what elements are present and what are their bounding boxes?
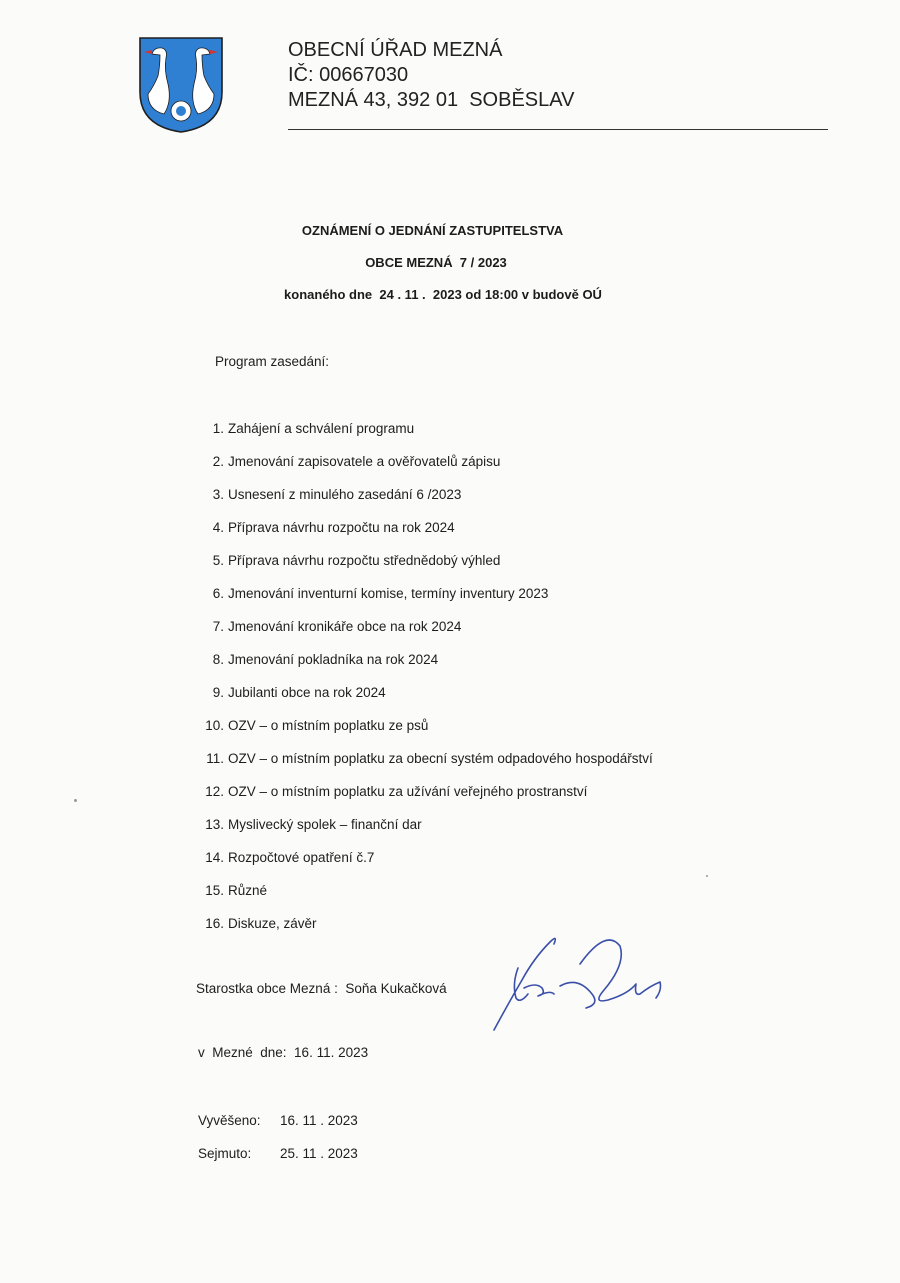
agenda-item-number: 5. (212, 553, 224, 568)
agenda-item-text: Různé (228, 883, 268, 898)
meeting-details: konaného dne 24 . 11 . 2023 od 18:00 v budově OÚ (284, 287, 602, 302)
agenda-item-number: 11. (206, 751, 224, 766)
agenda-item-text: Jubilanti obce na rok 2024 (228, 685, 386, 700)
agenda-item-text: Rozpočtové opatření č.7 (228, 850, 375, 865)
agenda-item-number: 6. (212, 586, 224, 601)
agenda-item (196, 683, 653, 716)
agenda-item (196, 815, 653, 848)
agenda-list (196, 419, 653, 947)
company-id: IČ: 00667030 (288, 64, 409, 86)
agenda-item-number: 7. (212, 619, 224, 634)
agenda-item-number: 3. (212, 487, 224, 502)
agenda-item-text: Usnesení z minulého zasedání 6 /2023 (228, 487, 462, 502)
agenda-item-text: Jmenování kronikáře obce na rok 2024 (228, 619, 462, 634)
agenda-item (196, 716, 653, 749)
notice-title: OZNÁMENÍ O JEDNÁNÍ ZASTUPITELSTVA (301, 223, 564, 238)
agenda-item (196, 617, 653, 650)
scan-speck (74, 799, 77, 802)
agenda-item-number: 8. (212, 652, 224, 667)
handwritten-signature (488, 924, 668, 1036)
agenda-item-text: Diskuze, závěr (228, 916, 317, 931)
agenda-item (196, 551, 653, 584)
agenda-item-number: 9. (212, 685, 224, 700)
posting-record (198, 1111, 358, 1177)
removed-date: 25. 11 . 2023 (280, 1146, 358, 1161)
agenda-item-text: Jmenování inventurní komise, termíny inventury 2023 (228, 586, 549, 601)
posted-row (198, 1111, 358, 1144)
posted-date: 16. 11 . 2023 (280, 1113, 358, 1128)
agenda-item (196, 650, 653, 683)
office-address: MEZNÁ 43, 392 01 SOBĚSLAV (288, 89, 575, 111)
agenda-item-number: 2. (212, 454, 224, 469)
agenda-item-text: OZV – o místním poplatku za obecní systém odpadového hospodářství (228, 751, 653, 766)
posted-label: Vyvěšeno: (198, 1113, 261, 1128)
notice-heading (0, 221, 900, 317)
agenda-item (196, 584, 653, 617)
office-name: OBECNÍ ÚŘAD MEZNÁ (288, 39, 503, 61)
agenda-item (196, 749, 653, 782)
agenda-item-text: Jmenování pokladníka na rok 2024 (228, 652, 439, 667)
agenda-item-text: Zahájení a schválení programu (228, 421, 415, 436)
place-and-date: v Mezné dne: 16. 11. 2023 (198, 1045, 369, 1060)
coat-of-arms-icon (138, 36, 224, 134)
agenda-item-number: 13. (205, 817, 224, 832)
agenda-item-number: 14. (205, 850, 224, 865)
agenda-item-number: 1. (212, 421, 224, 436)
agenda-item-text: OZV – o místním poplatku za užívání veřejného prostranství (228, 784, 588, 799)
program-label: Program zasedání: (215, 354, 330, 369)
agenda-item (196, 848, 653, 881)
agenda-item-text: Příprava návrhu rozpočtu na rok 2024 (228, 520, 455, 535)
agenda-item (196, 452, 653, 485)
removed-row (198, 1144, 358, 1177)
agenda-item-number: 15. (205, 883, 224, 898)
agenda-item (196, 419, 653, 452)
mayor-signature-line: Starostka obce Mezná : Soňa Kukačková (196, 981, 447, 996)
agenda-item-number: 10. (205, 718, 224, 733)
notice-subtitle: OBCE MEZNÁ 7 / 2023 (365, 255, 507, 270)
agenda-item-number: 4. (212, 520, 224, 535)
agenda-item-text: Příprava návrhu rozpočtu střednědobý výhled (228, 553, 501, 568)
agenda-item (196, 782, 653, 815)
agenda-item (196, 881, 653, 914)
agenda-item-number: 12. (205, 784, 224, 799)
removed-label: Sejmuto: (198, 1146, 252, 1161)
agenda-item-number: 16. (205, 916, 224, 931)
letterhead-divider (288, 129, 828, 130)
agenda-item-text: Myslivecký spolek – finanční dar (228, 817, 422, 832)
letterhead (288, 38, 574, 113)
agenda-item-text: Jmenování zapisovatele a ověřovatelů zápisu (228, 454, 501, 469)
agenda-item (196, 518, 653, 551)
scan-speck (706, 875, 708, 877)
agenda-item (196, 485, 653, 518)
agenda-item-text: OZV – o místním poplatku ze psů (228, 718, 429, 733)
